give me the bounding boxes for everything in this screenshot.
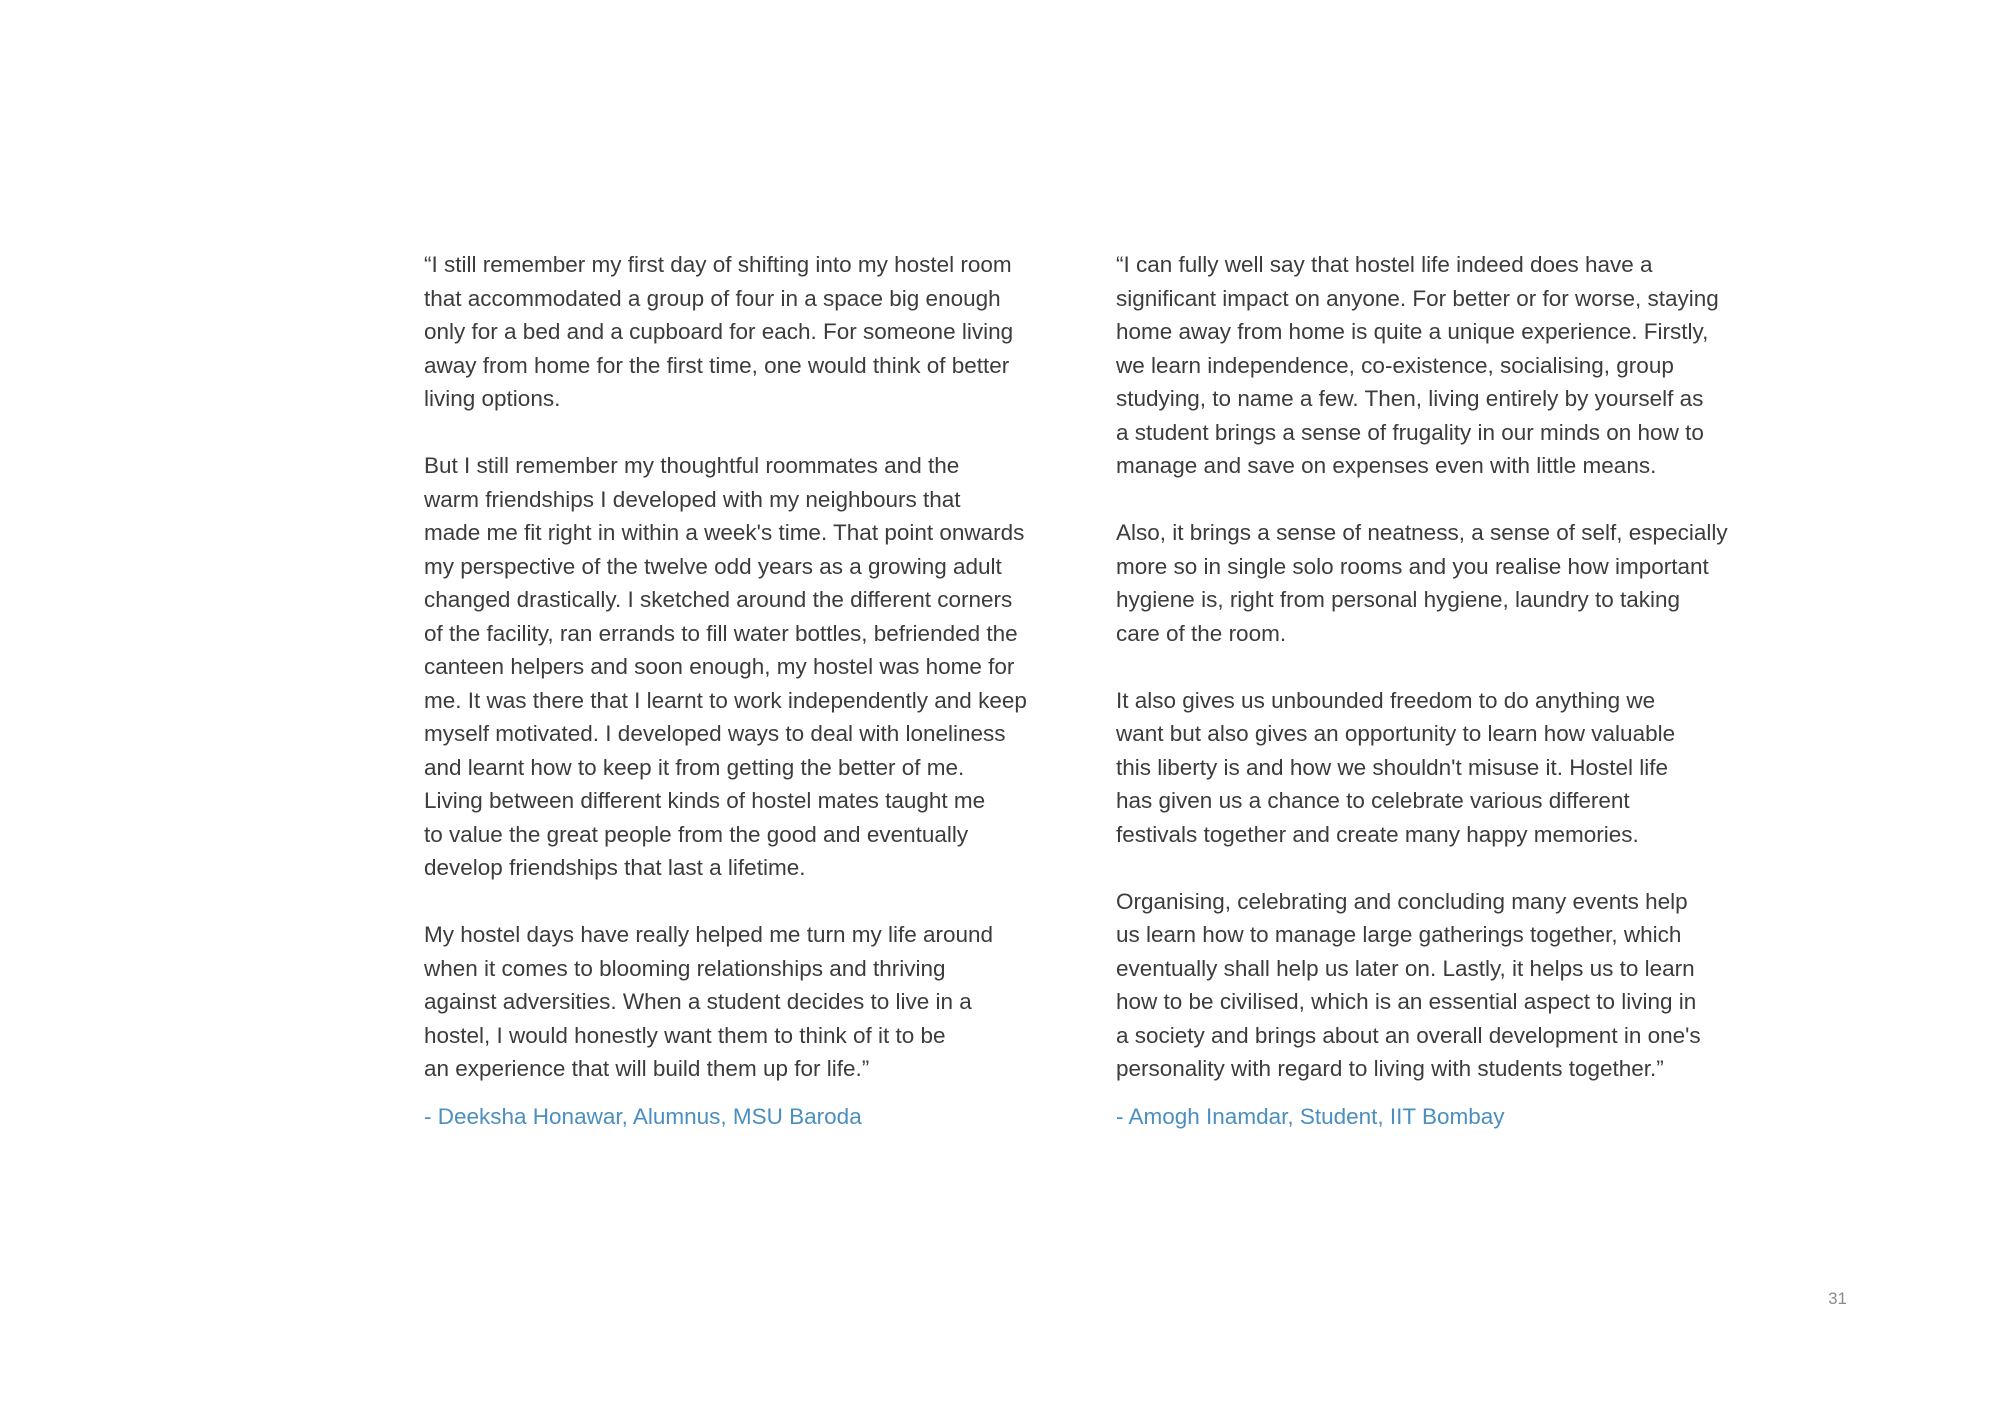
- testimonial-right-paragraph-4: Organising, celebrating and concluding many events help us learn how to manage large gatherings together, which eventually shall help us later on. Lastly, it helps us to learn how to be civilised, which is an essential aspect to living in a society and brings about an overall development in one's personality with regard to living with students together.”: [1116, 888, 1701, 1081]
- testimonial-right-paragraph-1: “I can fully well say that hostel life indeed does have a significant impact on anyone. For better or for worse, staying home away from home is quite a unique experience. Firstly, we learn independence, co-existence, socialising, group studying, to name a few. Then, living entirely by yourself as a student brings a sense of frugality in our minds on how to manage and save on expenses even with little means.: [1116, 252, 1719, 478]
- testimonial-right-paragraph-2: Also, it brings a sense of neatness, a sense of self, especially more so in single solo rooms and you realise how important hygiene is, right from personal hygiene, laundry to taking care of the room.: [1116, 520, 1728, 646]
- testimonial-right-paragraph-3: It also gives us unbounded freedom to do anything we want but also gives an opportunity to learn how valuable this liberty is and how we shouldn't misuse it. Hostel life has given us a chance to celebrate various different festivals together and create many happy memories.: [1116, 687, 1676, 847]
- testimonial-left-paragraph-3: My hostel days have really helped me turn my life around when it comes to blooming relationships and thriving against adversities. When a student decides to live in a hostel, I would honestly want them to think of it to be an experience that will build them up for life.”: [424, 922, 994, 1081]
- testimonial-left-attribution: - Deeksha Honawar, Alumnus, MSU Baroda: [424, 1103, 862, 1129]
- testimonial-left: [424, 248, 1074, 1133]
- testimonial-right: [1116, 248, 1766, 1133]
- testimonial-left-paragraph-1: “I still remember my first day of shifting into my hostel room that accommodated a group of four in a space big enough only for a bed and a cupboard for each. For someone living away from home for the first time, one would think of better living options.: [424, 252, 1014, 411]
- testimonial-right-attribution: - Amogh Inamdar, Student, IIT Bombay: [1116, 1103, 1505, 1129]
- page-number: 31: [1828, 1289, 1847, 1308]
- testimonial-left-paragraph-2: But I still remember my thoughtful roommates and the warm friendships I developed with my neighbours that made me fit right in within a week's time. That point onwards my perspective of the twelve odd years as a growing adult changed drastically. I sketched around the different corners of the facility, ran errands to fill water bottles, befriended the canteen helpers and soon enough, my hostel was home for me. It was there that I learnt to work independently and keep myself motivated. I developed ways to deal with loneliness and learnt how to keep it from getting the better of me. Living between different kinds of hostel mates taught me to value the great people from the good and eventually develop friendships that last a lifetime.: [424, 453, 1027, 880]
